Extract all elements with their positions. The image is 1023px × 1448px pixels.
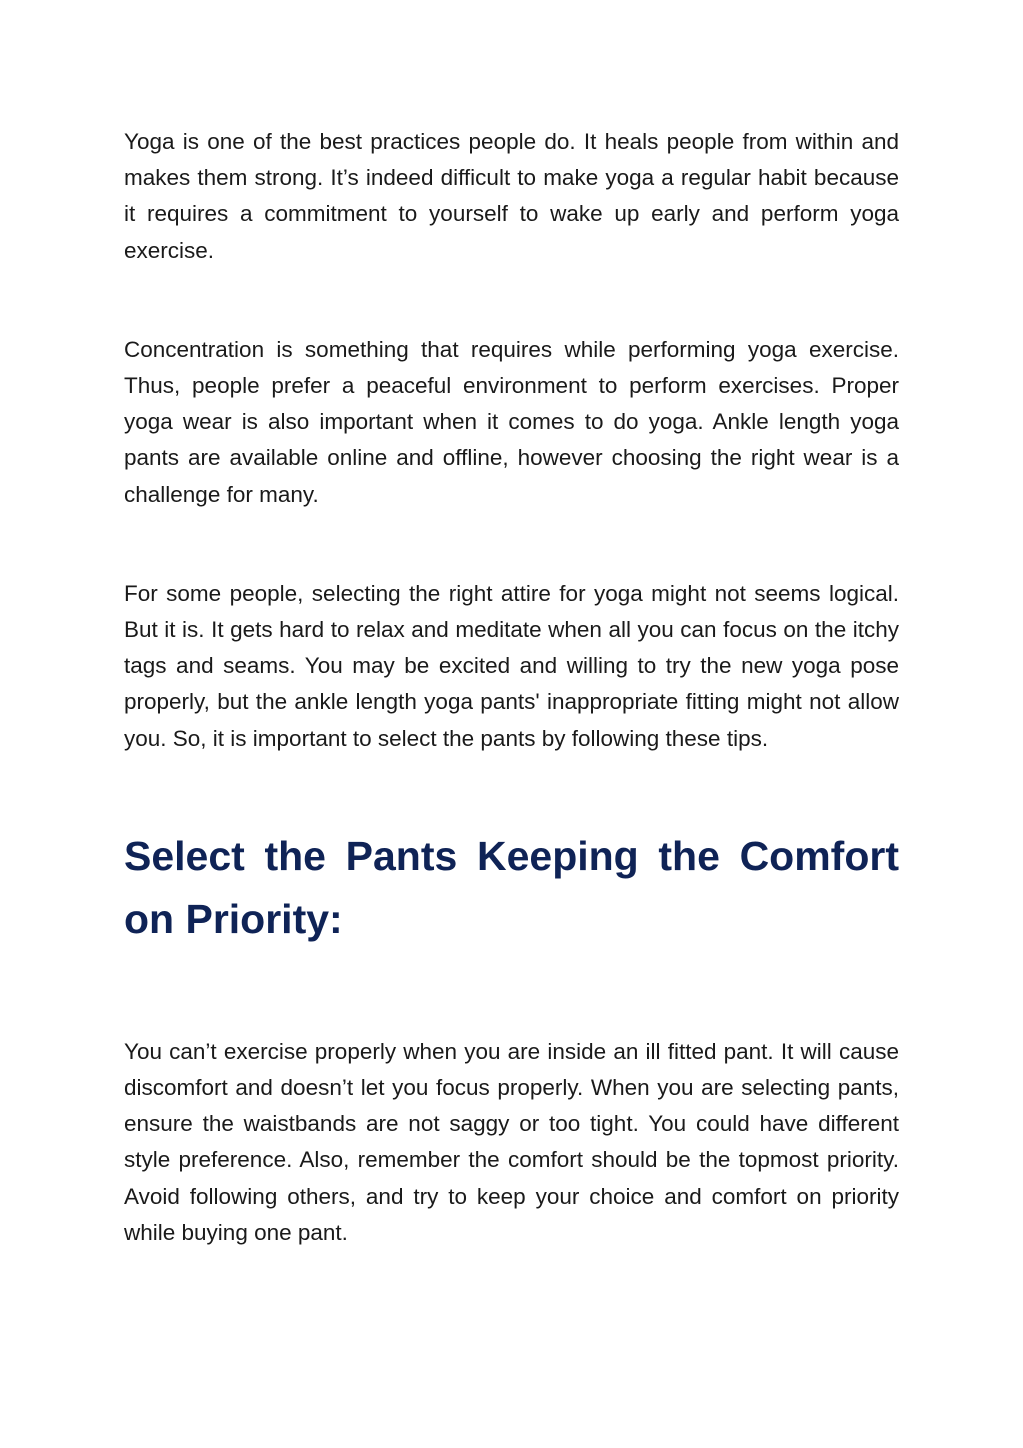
section-heading: Select the Pants Keeping the Comfort on Priority: [124,832,899,942]
intro-paragraph: Yoga is one of the best practices people do. It heals people from within and makes them strong. It’s indeed difficult to make yoga a regular habit because it requires a commitment to yourself to wake up early and perform yoga exercise. [124,129,899,263]
concentration-paragraph: Concentration is something that requires while performing yoga exercise. Thus, people prefer a peaceful environment to perform exercises. Proper yoga wear is also important when it comes to do yoga. Ankle length yoga pants are available online and offline, however choosing the right wear is a challenge for many. [124,336,899,507]
attire-paragraph: For some people, selecting the right attire for yoga might not seems logical. But it is. It gets hard to relax and meditate when all you can focus on the itchy tags and seams. You may be excited and willing to try the new yoga pose properly, but the ankle length yoga pants' inappropriate fitting might not allow you. So, it is important to select the pants by following these tips. [124,580,899,751]
comfort-paragraph: You can’t exercise properly when you are inside an ill fitted pant. It will cause discomfort and doesn’t let you focus properly. When you are selecting pants, ensure the waistbands are not saggy or too tight. You could have different style preference. Also, remember the comfort should be the topmost priority. Avoid following others, and try to keep your choice and comfort on priority while buying one pant. [124,1038,899,1245]
document-page [124,124,899,1251]
